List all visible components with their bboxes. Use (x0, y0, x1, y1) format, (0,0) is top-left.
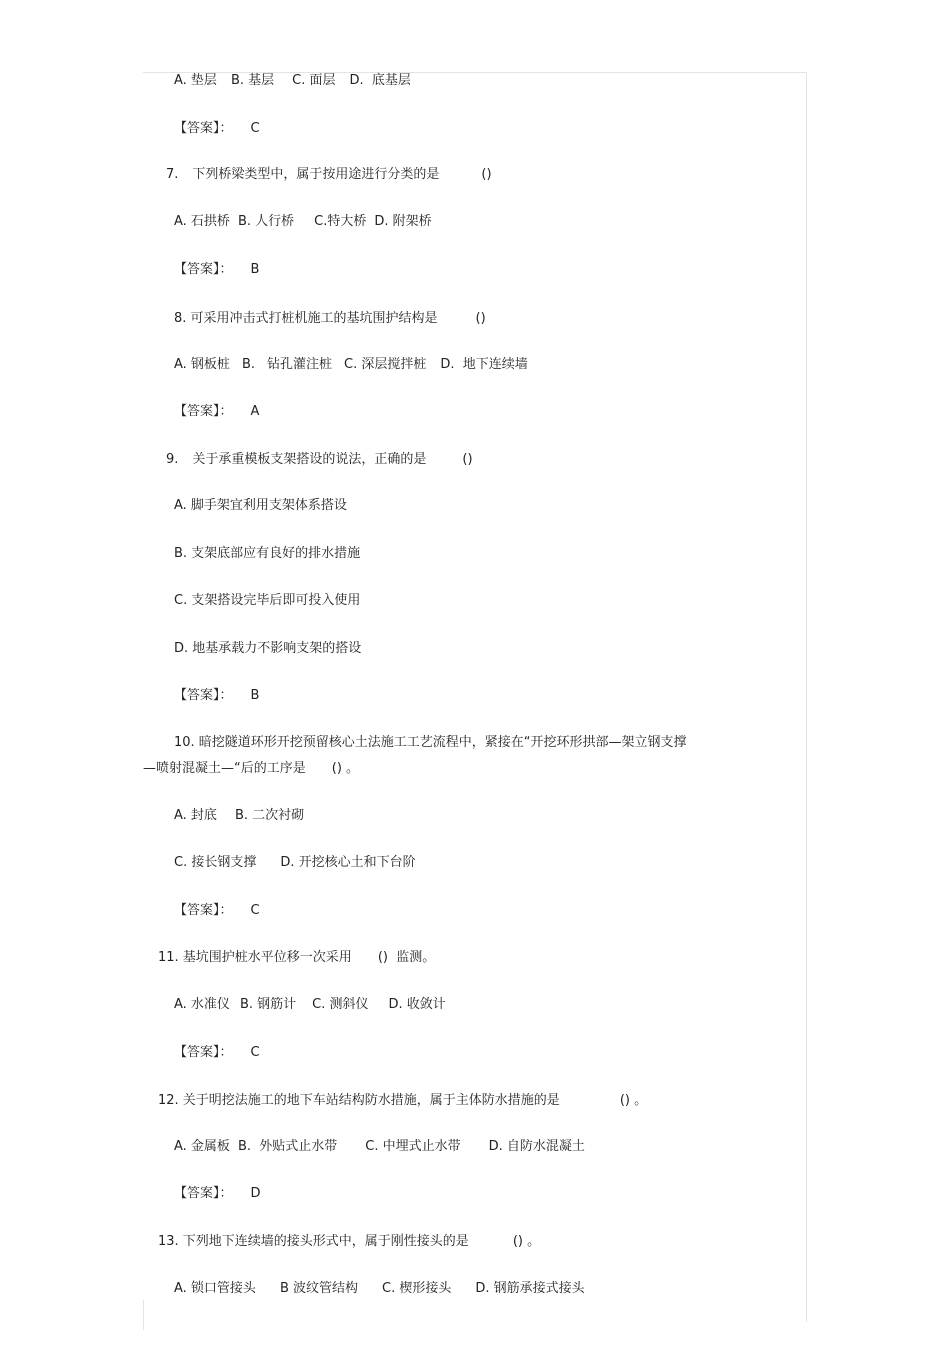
options-q8 (174, 357, 528, 373)
question-8-part-2: () (475, 311, 486, 326)
question-11 (158, 950, 435, 966)
question-7-part-1: 7. (166, 167, 179, 182)
question-10-line1 (174, 735, 687, 751)
options-q7-part-1: A. 石拱桥 (174, 214, 230, 229)
question-10-line2-part-2: () 。 (331, 761, 360, 776)
options-q8-part-1: A. 钢板桩 (174, 357, 230, 372)
answer-q9-part-1: 【答案】： (174, 688, 233, 703)
option-9c-part-1: C. 支架搭设完毕后即可投入使用 (174, 593, 361, 608)
question-7-part-2: 下列桥梁类型中，属于按用途进行分类的是 (192, 167, 440, 182)
question-10-line1-part-1: 10. 暗挖隧道环形开挖预留核心土法施工工艺流程中，紧接在“开挖环形拱部—架立钢支撑 (174, 735, 687, 750)
options-q6-part-4: D. 底基层 (349, 73, 411, 88)
option-9b (174, 546, 360, 562)
options-q12-part-2: B. 外贴式止水带 (237, 1139, 338, 1154)
options-q6-part-3: C. 面层 (292, 73, 336, 88)
options-q12 (174, 1139, 585, 1155)
answer-q8 (174, 404, 259, 420)
answer-q12-part-2: D (250, 1186, 261, 1201)
option-9d (174, 641, 361, 657)
options-q12-part-4: D. 自防水混凝土 (488, 1139, 585, 1154)
options-q6 (174, 73, 411, 89)
answer-q9-part-2: B (250, 688, 260, 703)
answer-q6 (174, 121, 260, 137)
options-q8-part-3: 钻孔灌注桩 (267, 357, 333, 372)
question-9-part-3: () (462, 452, 473, 467)
options-q10-row1-part-1: A. 封底 (174, 808, 217, 823)
question-12-part-1: 12. 关于明挖法施工的地下车站结构防水措施，属于主体防水措施的是 (158, 1093, 560, 1108)
question-9-part-1: 9. (166, 452, 179, 467)
answer-q7 (174, 262, 259, 278)
answer-q6-part-2: C (250, 121, 260, 136)
answer-q6-part-1: 【答案】： (174, 121, 233, 136)
question-9 (166, 452, 473, 468)
options-q7-part-3: C.特大桥 (314, 214, 367, 229)
option-9d-part-1: D. 地基承载力不影响支架的搭设 (174, 641, 362, 656)
options-q7-part-4: D. 附架桥 (374, 214, 432, 229)
options-q8-part-5: D. 地下连续墙 (440, 357, 528, 372)
question-11-part-2: () 监测。 (377, 950, 436, 965)
options-q12-part-3: C. 中埋式止水带 (365, 1139, 461, 1154)
option-9a (174, 498, 347, 514)
question-7-part-3: () (481, 167, 492, 182)
question-13-part-2: () 。 (512, 1234, 541, 1249)
options-q6-part-1: A. 垫层 (174, 73, 217, 88)
question-8-part-1: 8. 可采用冲击式打桩机施工的基坑围护结构是 (174, 311, 438, 326)
question-13 (158, 1234, 540, 1250)
options-q13-part-3: C. 楔形接头 (382, 1281, 452, 1296)
page-border-right (806, 72, 807, 1322)
options-q13-part-1: A. 锁口管接头 (174, 1281, 256, 1296)
options-q6-part-2: B. 基层 (230, 73, 275, 88)
answer-q12 (174, 1186, 261, 1202)
options-q13-part-4: D. 钢筋承接式接头 (475, 1281, 585, 1296)
options-q12-part-1: A. 金属板 (174, 1139, 230, 1154)
answer-q8-part-1: 【答案】： (174, 404, 233, 419)
question-8 (174, 311, 486, 327)
answer-q11-part-1: 【答案】： (174, 1045, 233, 1060)
question-7 (166, 167, 492, 183)
question-13-part-1: 13. 下列地下连续墙的接头形式中，属于刚性接头的是 (158, 1234, 469, 1249)
options-q10-row1 (174, 808, 304, 824)
answer-q7-part-2: B (250, 262, 260, 277)
question-11-part-1: 11. 基坑围护桩水平位移一次采用 (158, 950, 352, 965)
options-q10-row2-part-2: D. 开挖核心土和下台阶 (280, 855, 416, 870)
question-12 (158, 1093, 647, 1109)
answer-q11-part-2: C (250, 1045, 260, 1060)
question-9-part-2: 关于承重模板支架搭设的说法，正确的是 (192, 452, 427, 467)
question-10-line2 (143, 761, 359, 777)
options-q10-row2 (174, 855, 416, 871)
options-q11-part-2: B. 钢筋计 (239, 997, 297, 1012)
options-q10-row1-part-2: B. 二次衬砌 (234, 808, 305, 823)
answer-q8-part-2: A (250, 404, 260, 419)
option-9b-part-1: B. 支架底部应有良好的排水措施 (174, 546, 361, 561)
options-q11-part-3: C. 测斜仪 (312, 997, 369, 1012)
answer-q12-part-1: 【答案】： (174, 1186, 233, 1201)
options-q13-part-2: B 波纹管结构 (279, 1281, 358, 1296)
question-10-line2-part-1: —喷射混凝土—“后的工序是 (143, 761, 306, 776)
options-q11-part-4: D. 收敛计 (388, 997, 446, 1012)
option-9c (174, 593, 360, 609)
options-q10-row2-part-1: C. 接长钢支撑 (174, 855, 257, 870)
question-12-part-2: () 。 (619, 1093, 648, 1108)
options-q7 (174, 214, 432, 230)
answer-q10-part-2: C (250, 903, 260, 918)
options-q13 (174, 1281, 585, 1297)
answer-q11 (174, 1045, 260, 1061)
options-q8-part-4: C. 深层搅拌桩 (344, 357, 427, 372)
option-9a-part-1: A. 脚手架宜利用支架体系搭设 (174, 498, 347, 513)
options-q8-part-2: B. (241, 357, 255, 372)
answer-q10-part-1: 【答案】： (174, 903, 233, 918)
options-q11-part-1: A. 水准仪 (174, 997, 230, 1012)
options-q11 (174, 997, 446, 1013)
answer-q10 (174, 903, 260, 919)
answer-q9 (174, 688, 259, 704)
page-border-left (143, 1300, 144, 1330)
answer-q7-part-1: 【答案】： (174, 262, 233, 277)
options-q7-part-2: B. 人行桥 (237, 214, 295, 229)
